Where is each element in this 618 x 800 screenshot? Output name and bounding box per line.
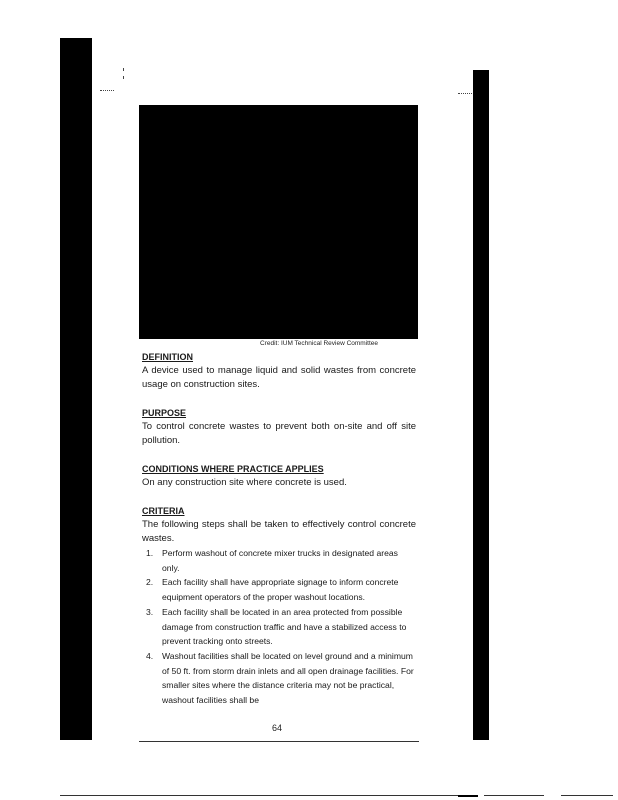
scan-speck <box>123 76 124 79</box>
criteria-steps <box>142 546 416 708</box>
definition-heading: DEFINITION <box>142 352 193 362</box>
criteria-intro: The following steps shall be taken to effectively control concrete wastes. <box>142 519 416 544</box>
image-credit: Credit: IUM Technical Review Committee <box>260 340 378 347</box>
scan-edge-right <box>473 70 489 740</box>
step-text: Washout facilities shall be located on level ground and a minimum of 50 ft. from storm drain inlets and all open drainage facilities. For smaller sites where the distance criteria may not be practical, washout facilities shall be <box>162 650 414 706</box>
scan-edge-left <box>60 38 92 740</box>
scan-tick <box>100 90 114 91</box>
step-number: 4. <box>146 650 154 661</box>
step-text: Perform washout of concrete mixer trucks in designated areas only. <box>162 548 398 573</box>
criteria-step <box>146 605 416 649</box>
scan-bottom-line <box>561 795 613 796</box>
definition-text: A device used to manage liquid and solid wastes from concrete usage on construction sites. <box>142 365 416 390</box>
page-number: 64 <box>271 723 282 733</box>
criteria-heading: CRITERIA <box>142 506 185 516</box>
document-body <box>142 350 416 708</box>
scan-tick <box>458 93 472 94</box>
practice-photo <box>139 105 418 339</box>
conditions-heading: CONDITIONS WHERE PRACTICE APPLIES <box>142 464 324 474</box>
scan-bottom-mark <box>458 795 478 797</box>
purpose-heading: PURPOSE <box>142 408 187 418</box>
criteria-step <box>146 546 416 575</box>
step-number: 3. <box>146 606 154 617</box>
scan-speck <box>123 68 124 71</box>
scan-bottom-line <box>60 795 478 796</box>
purpose-text: To control concrete wastes to prevent both on-site and off site pollution. <box>142 421 416 446</box>
criteria-step <box>146 649 416 708</box>
step-text: Each facility shall be located in an area protected from possible damage from construction traffic and have a stabilized access to prevent tracking onto streets. <box>162 606 407 647</box>
step-text: Each facility shall have appropriate signage to inform concrete equipment operators of the proper washout locations. <box>162 577 399 603</box>
step-number: 1. <box>146 548 154 558</box>
conditions-text: On any construction site where concrete is used. <box>142 477 347 488</box>
step-number: 2. <box>146 577 154 588</box>
footer-rule <box>139 741 419 742</box>
scan-bottom-line <box>484 795 544 796</box>
criteria-step <box>146 575 416 604</box>
